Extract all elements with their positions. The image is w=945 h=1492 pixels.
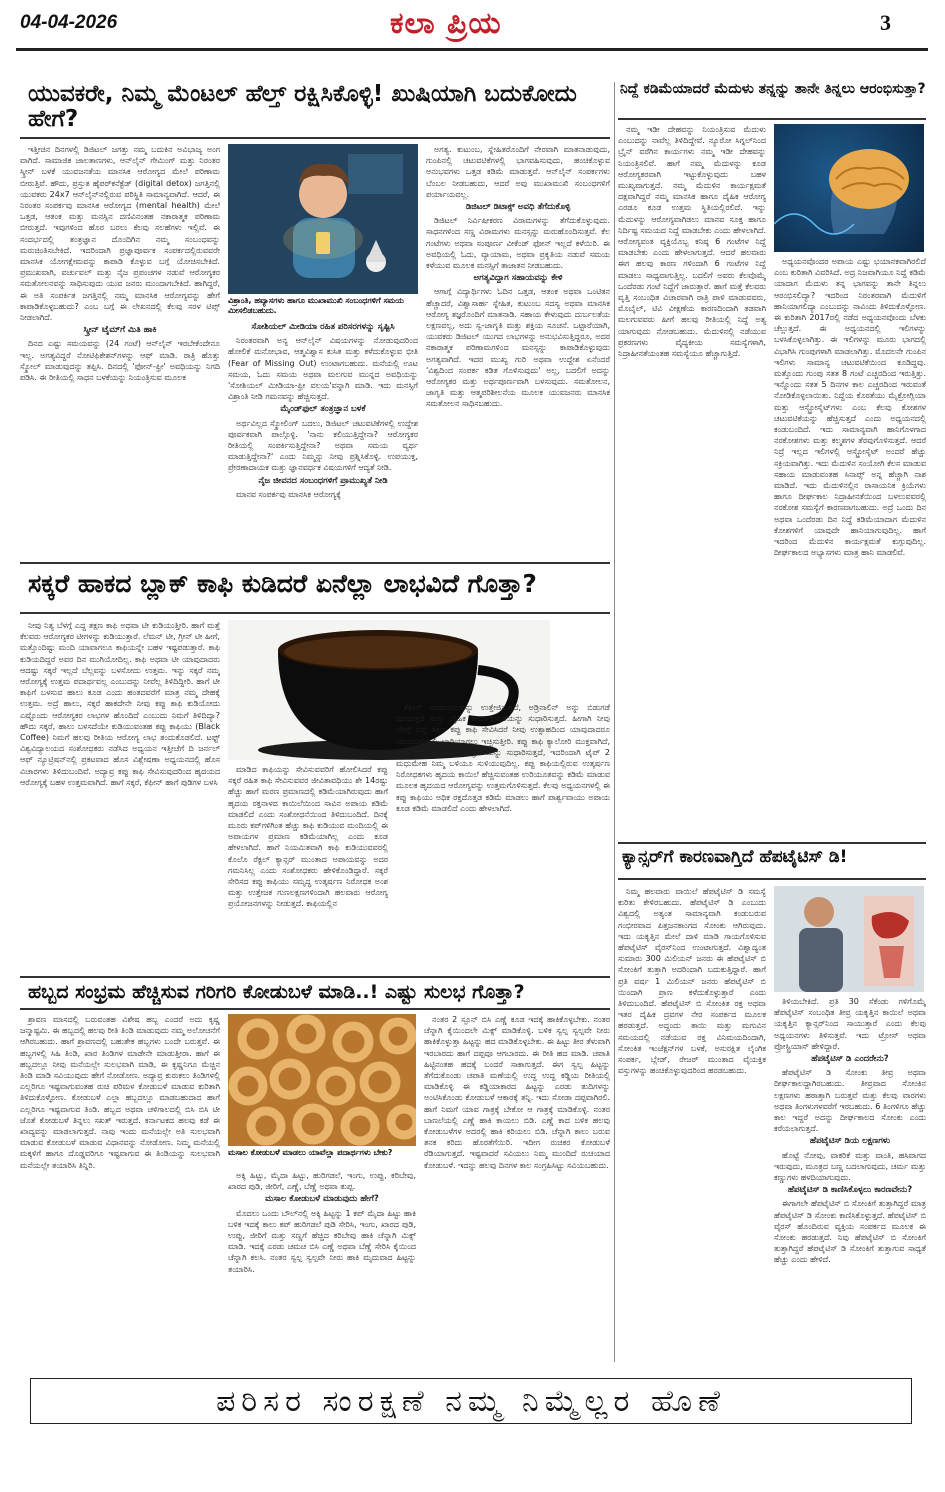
environment-slogan-banner: ಪರಿಸರ ಸಂರಕ್ಷಣೆ ನಮ್ಮ ನಿಮ್ಮೆಲ್ಲರ ಹೊಣೆ [30, 1378, 912, 1424]
headline-rule [20, 137, 610, 139]
headline-rule [20, 612, 610, 614]
black-coffee-col1: ನೀವು ನಿತ್ಯ ಬೆಳಗ್ಗೆ ಎದ್ದ ತಕ್ಷಣ ಕಾಫಿ ಅಥವಾ ಟೀ ಕುಡಿಯುತ್ತೀರಿ. ಹಾಗೆ ಮತ್ತೆ ಕೆಲವರು ಆರೋಗ್ಯಕರ ಟೀಗಳನ್ನು ಕುಡಿಯುತ್ತಾರೆ. ಲೆಮನ್ ಟೀ, ಗ್ರೀನ್ ಟೀ ಹೀಗೆ, ಮತ್ತೊಂದಿಷ್ಟು ಮಂದಿ ಯಾವಾಗಲೂ ಕಾಫಿಯನ್ನೇ ಬಹಳ ಇಷ್ಟಪಡುತ್ತಾರೆ. ಕಾಫಿ ಕುಡಿಯದಿದ್ದರೆ ಅವರ ದಿನ ಮುಗಿಯೋದಿಲ್ಲ. ಕಾಫಿ ಅಥವಾ ಟೀ ಯಾವುದಾದರು ಆದಷ್ಟು ಸಕ್ಕರೆ ಇಲ್ಲದೆ ಬೆಲ್ಲವನ್ನು ಬಳಸೋದು ಉತ್ತಮ. ಇನ್ನು ಸಕ್ಕರೆ ನಮ್ಮ ಆರೋಗ್ಯಕ್ಕೆ ಉತ್ತಮ ಪದಾರ್ಥವಲ್ಲ ಎಂಬುದನ್ನು ನೀವೆಲ್ಲ ತಿಳಿದಿದ್ದೀರಿ. ಹಾಗೆ ಟೀ ಕಾಫಿಗೆ ಬಳಸುವ ಹಾಲು ಕೂಡ ಎಂದು ಹಂತದವರೆಗೆ ಮಾತ್ರ ನಮ್ಮ ದೇಹಕ್ಕೆ ಉತ್ತಮ. ಅದ್ರೆ ಹಾಲು, ಸಕ್ಕರೆ ಹಾಕದೇನೇ ನೀವು ಕಪ್ಪು ಕಾಫಿ ಕುಡಿಯೋದು ಎಷ್ಟೊಂದು ಆರೋಗ್ಯಕರ ಲಾಭಗಳ ಹೊಂದಿದೆ ಎಂಬುದು ನಿಮಗೆ ತಿಳಿದಿದ್ಯಾ? ಹೌದು ಸಕ್ಕರೆ, ಹಾಲು ಬಳಸದೆಯೇ ಕುಡಿಯುವಂತಹ ಕಪ್ಪು ಕಾಫಿಯು (Black Coffee) ನಿಮಗೆ ಹಲವು ರೀತಿಯ ಆರೋಗ್ಯ ಲಾಭ ತಂದುಕೊಡಲಿದೆ. ಟಫ್ಟ್ ವಿಶ್ವವಿದ್ಯಾಲಯದ ಸಂಶೋಧಕರು ನಡೆಸಿದ ಅಧ್ಯಯನ ಇತ್ತೀಚೆಗೆ ದಿ ಜರ್ನಲ್ ಆಫ್ ನ್ಯೂಟ್ರಿಷನ್‌ನಲ್ಲಿ ಪ್ರಕಟವಾದ ಹೊಸ ವಿಶ್ಲೇಷಣಾ ಅಧ್ಯಯನದಲ್ಲಿ ಹೊಸ ವಿಚಾರಗಳು ತಿಳಿದುಬಂದಿವೆ. ಅದ್ಯಾವ್ರ ಕಪ್ಪು ಕಾಫಿ ಸೇವಿಸುವುದರಿಂದ ಹೃದಯದ ಆರೋಗ್ಯಕ್ಕೆ ಬಹಳ ಉತ್ತಮವಾಗಿದೆ. ಹಾಗೆ ಸಕ್ಕರೆ, ಕೆಫೀನ್ ಹಾಗೆ ಪುಡಿಗಳ ಬಳಸಿ [20, 621, 220, 787]
sleep-brain-col1: ನಮ್ಮ ಇಡೀ ದೇಹವನ್ನು ನಿಯಂತ್ರಿಸುವ ಮೆದುಳು ಎಂಬುದನ್ನು ನಾವೆಲ್ಲ ತಿಳಿದಿದ್ದೇವೆ. ನ್ಯೂರೋ ಸಿಗ್ನಲ್‌ನಿಂದ ಬ್ರೈನ್ ವರೆಗಿನ ಕಾರ್ಯಗಳು ನಮ್ಮ ಇಡೀ ದೇಹವನ್ನು ನಿಯಂತ್ರಿಸಲಿವೆ. ಹಾಗೆ ನಮ್ಮ ಮೆದುಳನ್ನು ಕೂಡ ಆರೋಗ್ಯಕರವಾಗಿ ಇಟ್ಟುಕೊಳ್ಳುವುದು ಬಹಳ ಮುಖ್ಯವಾಗುತ್ತದೆ. ನಮ್ಮ ಮೆದುಳಿನ ಕಾರ್ಯಕ್ಷಮತೆ ದಕ್ಷವಾಗಿದ್ದರೆ ನಮ್ಮ ಮಾನಸಿಕ ಹಾಗೂ ದೈಹಿಕ ಆರೋಗ್ಯ ಎರಡೂ ಕೂಡ ಉತ್ತಮ ಸ್ಥಿತಿಯಲ್ಲಿರಲಿದೆ. ಇನ್ನು ಮೆದುಳನ್ನು ಆರೋಗ್ಯವಾಗಿಡಲು ಮಾನವ ಸೂಕ್ತ ಹಾಗೂ ನಿರ್ದಿಷ್ಟ ಸಮಯದ ನಿದ್ದೆ ಮಾಡಬೇಕು ಎಂದು ಹೇಳಲಾಗಿದೆ. ಆರೋಗ್ಯವಂತ ವ್ಯಕ್ತಿಯೊಬ್ಬ ಕನಿಷ್ಠ 6 ಗಂಟೆಗಳ ನಿದ್ದೆ ಮಾಡಬೇಕು ಎಂದು ಹೇಳಲಾಗುತ್ತದೆ. ಆದರೆ ಹಲವಾರು ಈಗ ಹಲವು ಕಾರಣ ಗಳಿಂದಾಗಿ 6 ಗಂಟೆಗಳ ನಿದ್ದೆ ಮಾಡಲು ಸಾಧ್ಯವಾಗುತ್ತಿಲ್ಲ. ಬದಲಿಗೆ ಅವರು ಕೆಲವೊಮ್ಮೆ ಒಂದೆರಡು ಗಂಟೆ ನಿದ್ದೆಗೆ ಜಾರುತ್ತಾರೆ. ಹಾಗೆ ಮತ್ತೆ ಕೆಲವರು ವೃತ್ತಿ ಸಂಬಂಧಿತ ವಿಚಾರವಾಗಿ ರಾತ್ರಿ ಪಾಳಿ ಮಾಡುವವರು, ಮೊಬೈಲ್, ಟಿವಿ ವೀಕ್ಷಣೆಯ ಕಾರಣದಿಂದಾಗಿ ತಡವಾಗಿ ಮಲಗುವವರು ಹೀಗೆ ಹಲವು ರೀತಿಯಲ್ಲಿ ನಿದ್ದೆ ಅತ್ಯ ಯಾಗುವುದು ನೋಡಬಹುದು. ಮೆದುಳಿನಲ್ಲಿ ನಡೆಯುವ ಪ್ರಕರಣಗಳು ವೈದ್ಯಕೀಯ ಸಮಸ್ಯೆಗಳಾಗಿ, ನಿದ್ರಾಹೀನತೆಯಂತಹ ಸಮಸ್ಯೆಯೂ ಹೆಚ್ಚಾಗುತ್ತಿದೆ. [618, 125, 766, 359]
section-rule [20, 562, 610, 564]
article-kodubale [20, 976, 610, 1368]
header-rule [16, 48, 928, 51]
column-divider [614, 82, 615, 1362]
black-coffee-col3: ಕೆಫೀನ್ ನರಮಂಡಲವನ್ನು ಉತ್ತೇಜಿಸುತ್ತದೆ, ಅಡ್ರಿನಾಲಿನ್ ಅನ್ನು ಬಿಡುಗಡೆ ಮಾಡುತ್ತದೆ ಮತ್ತು ದೈಹಿಕ ಕಾರ್ಯಕ್ಷಮತೆಯನ್ನು ಸುಧಾರಿಸುತ್ತದೆ. ಹೀಗಾಗಿ ನೀವು ಬೆಳಗ್ಗೆ ಎದ್ದ ತಕ್ಷಣ ಕಪ್ಪು ಕಾಫಿ ಸೇವಿಸಿದರೆ ನೀವು ಉತ್ಸಾಹದಿಂದ ಯಾವುದಾದರೂ ಚಟುವಟಿಕೆಯಲ್ಲಿ ಭಾಗಿಯಾಗಲು ಇಚ್ಛಿಸುತ್ತೀರಿ. ಕಪ್ಪು ಕಾಫಿ ಕ್ಯಾಲೋರಿ ಮುಕ್ತವಾಗಿದೆ, ಇದು ನಿಮ್ಮ ಚಯಾಪಚಯ ಕ್ರಿಯೆಯನ್ನು ಸುಧಾರಿಸುತ್ತದೆ, ಇದರಿಂದಾಗಿ ಟೈಪ್ 2 ಮಧುಮೇಹ ನಿಮ್ಮ ಬಳಿಯೂ ಸುಳಿಯುವುದಿಲ್ಲ. ಕಪ್ಪು ಕಾಫಿಯಲ್ಲಿರುವ ಉತ್ಕರ್ಷಣ ನಿರೋಧಕಗಳು ಹೃದಯ ಕಾಯಿಲೆ ಹೆಚ್ಚಿಸುವಂತಹ ಉರಿಯೂತವನ್ನು ಕಡಿಮೆ ಮಾಡುವ ಮೂಲಕ ಹೃದಯದ ಆರೋಗ್ಯವನ್ನು ಉತ್ತಮಗೊಳಿಸುತ್ತದೆ. ಕೆಲವು ಅಧ್ಯಯನಗಳಲ್ಲಿ ಈ ಕಪ್ಪು ಕಾಫಿಯು ಅಧಿಕ ರಕ್ತದೊತ್ತಡ ಕಡಿಮೆ ಮಾಡಲು ಹಾಗೆ ಪಾರ್ಶ್ವವಾಯು ಅಪಾಯ ಕೂಡ ಕಡಿಮೆ ಮಾಡಲಿದೆ ಎಂದು ಹೇಳಲಾಗಿದೆ. [396, 703, 610, 813]
kodubale-caption: ಮಸಾಲ ಕೋಡುಬಳೆ ಮಾಡಲು ಯಾವೆಲ್ಲಾ ಪದಾರ್ಥಗಳು ಬೇಕು? [228, 1148, 393, 1157]
liver-pain-image [774, 886, 924, 992]
newspaper-logo: ಕಲಾ ಪ್ರಿಯ [390, 6, 502, 41]
headline-rule [20, 1008, 610, 1010]
mental-health-col2: ಸೋಶಿಯಲ್ ಮೀಡಿಯಾ ರಹಿತ ಪರಿಸರಗಳನ್ನು ಸೃಷ್ಟಿಸಿ ನಿರಂತರವಾಗಿ ಅನ್ಯ ಆನ್‌ಲೈನ್ ವಿಷಯಗಳನ್ನು ನೋಡುವುದರಿಂದ ಹೋಲಿಕೆ ಮನೋಭಾವ, ಆತ್ಮವಿಶ್ವಾಸ ಕುಸಿತ ಮತ್ತು ಕಳೆದುಕೊಳ್ಳುವ ಭೀತಿ (Fear of Missing Out) ಉಂಟಾಗಬಹುದು. ಮನೆಯಲ್ಲಿ ಊಟ ಸಮಯ, ಓದು ಸಮಯ ಅಥವಾ ಮಲಗುವ ಮುನ್ನದ ಅವಧಿಯನ್ನು 'ಸೋಶಿಯಲ್ ಮೀಡಿಯಾ-ಫ್ರೀ ವಲಯ'ವನ್ನಾಗಿ ಮಾಡಿ. ಇದು ಮನಸ್ಸಿಗೆ ವಿಶ್ರಾಂತಿ ನೀಡಿ ಗಮನವನ್ನು ಹೆಚ್ಚಿಸುತ್ತದೆ. ಮೈಂಡ್‌ಫುಲ್ ತಂತ್ರಜ್ಞಾನ ಬಳಕೆ ಅರ್ಥವಿಲ್ಲದ ಸ್ಕ್ರೋಲಿಂಗ್ ಬದಲು, ಡಿಜಿಟಲ್ ಚಟುವಟಿಕೆಗಳಲ್ಲಿ ಉದ್ದೇಶ ಪೂರ್ವಕವಾಗಿ ಪಾಲ್ಗೊಳ್ಳಿ. 'ನಾನು ಕಲಿಯುತ್ತಿದ್ದೇನಾ? ಆರೋಗ್ಯಕರ ರೀತಿಯಲ್ಲಿ ಸಂಪರ್ಕಿಸುತ್ತಿದ್ದೇನಾ? ಅಥವಾ ಸಮಯ ವ್ಯರ್ಥ ಮಾಡುತ್ತಿದ್ದೇನಾ?' ಎಂದು ನಿಮ್ಮನ್ನು ನೀವು ಪ್ರಶ್ನಿಸಿಕೊಳ್ಳಿ. ಉಪಯುಕ್ತ, ಪ್ರೇರಣಾದಾಯಕ ಮತ್ತು ಜ್ಞಾನವರ್ಧಕ ವಿಷಯಗಳಿಗೆ ಆದ್ಯತೆ ನೀಡಿ. ನೈಜ ಜೀವನದ ಸಂಬಂಧಗಳಿಗೆ ಪ್ರಾಮುಖ್ಯತೆ ನೀಡಿ ಮಾನವ ಸಂಪರ್ಕವು ಮಾನಸಿಕ ಆರೋಗ್ಯಕ್ಕೆ [228, 322, 418, 499]
headline-mental-health: ಯುವಕರೇ, ನಿಮ್ಮ ಮೆಂಟಲ್ ಹೆಲ್ತ್ ರಕ್ಷಿಸಿಕೊಳ್ಳಿ! ಖುಷಿಯಾಗಿ ಬದುಕೋದು ಹೇಗೆ? [28, 81, 577, 133]
mental-health-col1: ಇತ್ತೀಚಿನ ದಿನಗಳಲ್ಲಿ ಡಿಜಿಟಲ್ ಜಗತ್ತು ನಮ್ಮ ಬದುಕಿನ ಅವಿಭಾಜ್ಯ ಅಂಗ ವಾಗಿದೆ. ಸಾಮಾಜಿಕ ಜಾಲತಾಣಗಳು, ಆನ್‌ಲೈನ್ ಗೇಮಿಂಗ್ ಮತ್ತು ನಿರಂತರ ಸ್ಕ್ರೀನ್ ಬಳಕೆ ಯುವಜನತೆಯ ಮಾನಸಿಕ ಆರೋಗ್ಯದ ಮೇಲೆ ಪರಿಣಾಮ ಬೀರುತ್ತಿವೆ. ಹೌದು, ಪ್ರಸ್ತುತ ಹೈಪರ್‌ಕನೆಕ್ಟೆಡ್ (digital detox) ಜಗತ್ತಿನಲ್ಲಿ ಯುವಕರು 24x7 ಆನ್‌ಲೈನ್‌ನಲ್ಲಿರುವ ಪರಿಸ್ಥಿತಿ ಸಾಮಾನ್ಯವಾಗಿದೆ. ಆದರೆ, ಈ ನಿರಂತರ ಸಂಪರ್ಕವು ಮಾನಸಿಕ ಆರೋಗ್ಯದ (mental health) ಮೇಲೆ ಒತ್ತಡ, ಆತಂಕ ಮತ್ತು ಮನಸ್ಸಿನ ದಣಿವಿನಂತಹ ನಕಾರಾತ್ಮಕ ಪರಿಣಾಮ ಬೀರುತ್ತದೆ. ಇವುಗಳಿಂದ ಹೊರ ಬರಲು ಕೆಲವು ಸಲಹೆಗಳು ಇಲ್ಲಿವೆ. ಈ ಸಂದರ್ಭದಲ್ಲಿ ತಂತ್ರಜ್ಞಾನ ದೊಂದಿಗಿನ ನಮ್ಮ ಸಂಬಂಧವನ್ನು ಮರುಚಿಂತಿಸಬೇಕಿದೆ. ಇದರಿಂದಾಗಿ ಪ್ರಜ್ಞಾಪೂರ್ವಕ ಸಂಪರ್ಕದಲ್ಲಿರುವವರೇ ಮಾನಸಿಕ ಯೋಗಕ್ಷೇಮವನ್ನು ಕಾಪಾಡಿ ಕೊಳ್ಳುವ ಬಗ್ಗೆ ಯೋಚಿಸಬೇಕಿದೆ. ಪ್ರಮುಖವಾಗಿ, ವರ್ಚುವಲ್ ಮತ್ತು ನೈಜ ಪ್ರಪಂಚಗಳ ನಡುವೆ ಆರೋಗ್ಯಕರ ಸಮತೋಲನವನ್ನು ಸಾಧಿಸುವುದು ಯುವ ಜನರು ಮುಂದಾಗಬೇಕಿದೆ. ಹಾಗಿದ್ದರೆ, ಈ ಅತಿ ಸಂಪರ್ಕಿತ ಜಗತ್ತಿನಲ್ಲಿ ನಮ್ಮ ಮಾನಸಿಕ ಆರೋಗ್ಯವನ್ನು ಹೇಗೆ ಕಾಪಾಡಿಕೊಳ್ಳಬಹುದು? ಎಂಬ ಬಗ್ಗೆ ಈ ಲೇಖನದಲ್ಲಿ ಕೆಲವು ಸರಳ ಟಿಪ್ಸ್ ನೀಡಲಾಗಿದೆ. ಸ್ಕ್ರೀನ್ ಟೈಮ್‌ಗೆ ಮಿತಿ ಹಾಕಿ ದಿನದ ಎಷ್ಟು ಸಮಯವನ್ನು (24 ಗಂಟೆ) ಆನ್‌ಲೈನ್ ಇರಬೇಕೆಂದೇನೂ ಇಲ್ಲ. ಅಗತ್ಯವಿದ್ದರೆ ನೋಟಿಫಿಕೇಶನ್‌ಗಳನ್ನು ಆಫ್ ಮಾಡಿ. ರಾತ್ರಿ ಹೊತ್ತು ಸ್ಕ್ರೋಲ್ ಮಾಡುವುದನ್ನು ತಪ್ಪಿಸಿ. ದಿನದಲ್ಲಿ 'ಫೋನ್-ಫ್ರೀ' ಅವಧಿಯನ್ನು ನಿಗದಿ ಪಡಿಸಿ. ಈ ರೀತಿಯಲ್ಲಿ ಸಾಧನ ಬಳಕೆಯನ್ನು ನಿಯಂತ್ರಿಸುವ ಮೂಲಕ [20, 145, 220, 383]
mental-health-image [228, 144, 418, 294]
mental-health-caption: ವಿಶ್ರಾಂತಿ, ಹವ್ಯಾಸಗಳು ಹಾಗೂ ಮುಖಾಮುಖಿ ಸಂಬಂಧಗಳಿಗೆ ಸಮಯ ಮೀಸಲಿಡಬಹುದು. [228, 296, 404, 315]
section-rule [20, 976, 610, 978]
mental-health-col3: ಅಗತ್ಯ. ಕುಟುಂಬ, ಸ್ನೇಹಿತರೊಂದಿಗೆ ನೇರವಾಗಿ ಮಾತನಾಡುವುದು, ಗುಂಪಿನಲ್ಲಿ ಚಟುವಟಿಕೆಗಳಲ್ಲಿ ಭಾಗವಹಿಸುವುದು, ಹಂಚಿಕೊಳ್ಳುವ ಅನುಭವಗಳು ಒತ್ತಡ ಕಡಿಮೆ ಮಾಡುತ್ತವೆ. ಆನ್‌ಲೈನ್ ಸಂಪರ್ಕಗಳು ಬೆಂಬಲ ನೀಡಬಹುದು, ಆದರೆ ಅವು ಮುಖಾಮುಖಿ ಸಂಬಂಧಗಳಿಗೆ ಪರ್ಯಾಯವಲ್ಲ. ಡಿಜಿಟಲ್ ಡಿಟಾಕ್ಸ್ ಅವಧಿ ತೆಗೆದುಕೊಳ್ಳಿ ಡಿಜಿಟಲ್ ನಿರ್ವಿಷೀಕರಣ ವಿರಾಮಗಳನ್ನು ತೆಗೆದುಕೊಳ್ಳುವುದು. ಸಾಧನಗಳಿಂದ ಸಣ್ಣ ವಿರಾಮಗಳು ಮನಸ್ಸನ್ನು ಮರುಹೊಂದಿಸುತ್ತವೆ. ಕೆಲ ಗಂಟೆಗಳು ಅಥವಾ ಸಂಪೂರ್ಣ ವೀಕೆಂಡ್ ಫೋನ್ ಇಲ್ಲದೆ ಕಳೆಯಿರಿ. ಈ ಅವಧಿಯಲ್ಲಿ ಓದು, ವ್ಯಾಯಾಮ, ಅಥವಾ ಪ್ರಕೃತಿಯ ನಡುವೆ ಸಮಯ ಕಳೆಯುವ ಮೂಲಕ ಮನಸ್ಸಿಗೆ ತಾಜಾತನ ನೀಡಬಹುದು. ಅಗತ್ಯವಿದ್ದಾಗ ಸಹಾಯವನ್ನು ಕೇಳಿ ಆಗಾಗ್ಗೆ ವಿದ್ಯಾರ್ಥಿಗಳು ಓದಿನ ಒತ್ತಡ, ಆತಂಕ ಅಥವಾ ಒಂಟಿತನ ಹೆಚ್ಚಾದರೆ, ವಿಶ್ವಾಸಾರ್ಹ ಸ್ನೇಹಿತ, ಕುಟುಂಬ ಸದಸ್ಯ ಅಥವಾ ಮಾನಸಿಕ ಆರೋಗ್ಯ ತಜ್ಞರೊಂದಿಗೆ ಮಾತನಾಡಿ. ಸಹಾಯ ಕೇಳುವುದು ದುರ್ಬಲತೆಯ ಲಕ್ಷಣವಲ್ಲ, ಅದು ಸ್ವ-ಜಾಗೃತಿ ಮತ್ತು ಶಕ್ತಿಯ ಸೂಚನೆ. ಒಟ್ಟಾರೆಯಾಗಿ, ಯುವಕರು ಡಿಜಿಟಲ್ ಯುಗದ ಲಾಭಗಳನ್ನು ಅನುಭವಿಸುತ್ತಿದ್ದರೂ, ಅದರ ನಕಾರಾತ್ಮಕ ಪರಿಣಾಮಗಳಿಂದ ಮನಸ್ಸನ್ನು ಕಾಪಾಡಿಕೊಳ್ಳುವುದು ಅಗತ್ಯವಾಗಿದೆ. ಇದರ ಮುಖ್ಯ ಗುರಿ ಅಥವಾ ಉದ್ದೇಶ ಏನೆಂದರೆ 'ವಿಶ್ವದಿಂದ ಸಂಪರ್ಕ ಕಡಿತ ಗೊಳಿಸುವುದು' ಅಲ್ಲ, ಬದಲಿಗೆ ಅದನ್ನು ಆರೋಗ್ಯಕರ ಮತ್ತು ಅರ್ಥಪೂರ್ಣವಾಗಿ ಬಳಸುವುದು. ಸಮತೋಲನ, ಜಾಗೃತಿ ಮತ್ತು ಆತ್ಮಪರಿಶೀಲನೆಯ ಮೂಲಕ ಯುವಜನರು ಮಾನಸಿಕ ಸಮತೋಲನ ಸಾಧಿಸಬಹುದು. [426, 145, 610, 409]
section-rule [618, 842, 926, 844]
kodubale-col3: ನಂತರ 2 ಸ್ಪೂನ್ ಬಿಸಿ ಎಣ್ಣೆ ಕೂಡ ಇದಕ್ಕೆ ಹಾಕಿಕೊಳ್ಳಬೇಕು. ನಂತರ ಚೆನ್ನಾಗಿ ಕೈಯಿಂದಲೇ ಮಿಕ್ಸ್ ಮಾಡಿಕೊಳ್ಳಿ. ಬಳಿಕ ಸ್ವಲ್ಪ ಸ್ವಲ್ಪವೇ ನೀರು ಹಾಕಿಕೊಳ್ಳುತ್ತಾ ಹಿಟ್ಟನ್ನು ಹದ ಮಾಡಿಕೊಳ್ಳಬೇಕು. ಈ ಹಿಟ್ಟು ತೀರ ತೆಳುವಾಗಿ ಇರಬಾರದು ಹಾಗೆ ದಪ್ಪವೂ ಆಗಬಾರದು. ಈ ರೀತಿ ಹದ ಮಾಡಿ. ಚಪಾತಿ ಹಿಟ್ಟಿನಂತಹ ಹದಕ್ಕೆ ಬಂದರೆ ಸಾಕಾಗುತ್ತದೆ. ಈಗ ಸ್ವಲ್ಪ ಹಿಟ್ಟನ್ನು ತೆಗೆದುಕೊಂಡು ಚಪಾತಿ ಮಣೆಯಲ್ಲಿ ಉದ್ದ ಉದ್ದ ಕಡ್ಡಿಯ ರೀತಿಯಲ್ಲಿ ಮಾಡಿಕೊಳ್ಳಿ ಈ ಕಡ್ಡಿಯಾಕಾರದ ಹಿಟ್ಟನ್ನು ಎರಡು ತುದಿಗಳನ್ನು ಅಂಟಿಸಿಕೊಂಡು ಕೋಡುಬಳೆ ಆಕಾರಕ್ಕೆ ತನ್ನಿ. ಇದು ಸೋಡಾ ದಪ್ಪವಾಗಿರಲಿ. ಹಾಗೆ ನಿಮಗೆ ಯಾವ ಗಾತ್ರಕ್ಕೆ ಬೇಕೋ ಆ ಗಾತ್ರಕ್ಕೆ ಮಾಡಿಕೊಳ್ಳಿ. ನಂತರ ಬಾಣಲೆಯಲ್ಲಿ ಎಣ್ಣೆ ಹಾಕಿ ಕಾಯಲು ಬಿಡಿ. ಎಣ್ಣೆ ಕಾದ ಬಳಿಕ ಹಲವು ಕೋಡುಬಳೆಗಳ ಅದರಲ್ಲಿ ಹಾಕಿ ಕರಿಯಲು ಬಿಡಿ. ಚೆನ್ನಾಗಿ ಕಾಲು ಬರುವ ತನಕ ಕರಿದು ಹೊರತೆಗೆಯಿರಿ. ಇದೀಗ ರುಚಿಕರ ಕೋಡುಬಳೆ ರೆಡಿಯಾಗುತ್ತದೆ. ಇಷ್ಟವಾದರೆ ಸವಿಯಲು ನಿಮ್ಮ ಮುಂದಿದೆ ರುಚಿಯಾದ ಕೋಡುಬಳೆ. ಇದನ್ನು ಹಲವು ದಿನಗಳ ಕಾಲ ಸಂಗ್ರಹಿಸಿಟ್ಟು ಸವಿಯಬಹುದು. [424, 1015, 610, 1170]
sleep-brain-col2: ಅಧ್ಯಯನವೊಂದರ ಅಪಾಯ ಎಷ್ಟು ಭಯಾನಕವಾಗಿರಲಿದೆ ಎಂಬ ಕುರಿತಾಗಿ ವಿವರಿಸಿದೆ. ಅದ್ರ ನಿಜವಾಗಿಯೂ ನಿದ್ದೆ ಕಡಿಮೆ ಯಾದಾಗ ಮೆದುಳು ತನ್ನ ಭಾಗವನ್ನು ತಾನೇ ತಿನ್ನಲು ಆರಂಭಿಸಲಿದ್ಯಾ? ಇದರಿಂದ ನಿರಂತರವಾಗಿ ಮೆದುಳಿಗೆ ಹಾನಿಯಾಗಲಿದ್ಯಾ ಎಂಬುದನ್ನು ನಾವಿಂದು ತಿಳಿದುಕೊಳ್ಳೋಣ. ಈ ಕುರಿತಾಗಿ 2017ರಲ್ಲಿ ನಡೆದ ಅಧ್ಯಯನವೊಂದು ಬೆಳಕು ಚೆಲ್ಲುತ್ತದೆ. ಈ ಅಧ್ಯಯನದಲ್ಲಿ ಇಲಿಗಳನ್ನು ಬಳಸಿಕೊಳ್ಳಲಾಗಿತ್ತು. ಈ ಇಲಿಗಳನ್ನು ಮೂರು ಭಾಗದಲ್ಲಿ ವಿಭಾಗಿಸಿ ಗುಂಪುಗಳಾಗಿ ಮಾಡಲಾಗಿತ್ತು. ಮೊದಲನೇ ಗುಂಪಿನ ಇಲಿಗಳು ಸಾಮಾನ್ಯ ಚಟುವಟಿಕೆಯಿಂದ ಕೂಡಿದ್ದವು. ಮತ್ತೊಂದು ಗುಂಪು ಸತತ 8 ಗಂಟೆ ಎಚ್ಚರದಿಂದ ಇರುತ್ತಿತ್ತು. ಇನ್ನೊಂದು ಸತತ 5 ದಿನಗಳ ಕಾಲ ಎಚ್ಚರದಿಂದ ಇರುವಂತೆ ನೋಡಿಕೊಳ್ಳಲಾಯಿತು. ನಿದ್ದೆಯ ಕೊರತೆಯು ಮೈಕ್ರೋಗ್ಲಿಯಾ ಮತ್ತು ಆಸ್ಟ್ರೋಸೈಟ್‌ಗಳು ಎಂಬ ಕೆಲವು ಕೋಶಗಳ ಚಟುವಟಿಕೆಯನ್ನು ಹೆಚ್ಚಿಸುತ್ತದೆ ಎಂದು ಅಧ್ಯಯನದಲ್ಲಿ ಕಂಡುಬಂದಿದೆ. ಇದು ಸಾಮಾನ್ಯವಾಗಿ ಹಾನಿಗೊಳಗಾದ ನರಕೋಶಗಳು ಮತ್ತು ಕಲ್ಮಶಗಳ ತೆರವುಗೊಳಿಸುತ್ತದೆ. ಆದರೆ ನಿದ್ರೆ ಇಲ್ಲದ ಇಲಿಗಳಲ್ಲಿ ಆಸ್ಟ್ರೋಸೈಟ್ ಅಂದರೆ ಹೆಚ್ಚು ಸಕ್ರಿಯವಾಗಿತ್ತು. ಇದು ಮೆದುಳಿನ ಸಂಯೋಗಿ ಕೆಲಸ ಮಾಡುವ ಸಹಾಯ ಮಾಡುವಂತಹ ಸಿನಾಪ್ಸ್ ಅನ್ನ ಹೆಚ್ಚಾಗಿ ನಾಶ ಮಾಡಿದೆ. ಇದು ಮೆದುಳಿನಲ್ಲಿನ ರಾಸಾಯನಿಕ ಕ್ರಿಯೆಗಳು ಹಾಗೂ ದೀರ್ಘಕಾಲ ನಿದ್ರಾಹೀನತೆಯಿಂದ ಬಳಲುವವರಲ್ಲಿ ನರಕೋಶ ಸಮಸ್ಯೆಗೆ ಕಾರಣವಾಗಬಹುದು. ಅದ್ರೆ ಒಂದು ದಿನ ಅಥವಾ ಒಂದೆರಡು ದಿನ ನಿದ್ದೆ ಕಡಿಮೆಯಾದಾಗ ಮೆದುಳಿನ ಕೋಶಗಳಿಗೆ ಯಾವುದೇ ಹಾನಿಯಾಗುವುದಿಲ್ಲ. ಹಾಗೆ ಇದರಿಂದ ಮೆದುಳಿನ ಕಾರ್ಯಕ್ಷಮತೆ ಕುಗ್ಗುವುದಿಲ್ಲ. ದೀರ್ಘಕಾಲದ ಅಭ್ಯಾಸಗಳು ಮಾತ್ರ ಹಾನಿ ಮಾಡಲಿವೆ. [774, 257, 926, 558]
headline-hepatitis: ಕ್ಯಾನ್ಸರ್‌ಗೆ ಕಾರಣವಾಗ್ತಿದೆ ಹೆಪಟೈಟಿಸ್ ಡಿ! [622, 847, 848, 867]
kodubale-snack-illustration [228, 1014, 416, 1146]
headline-sleep-brain: ನಿದ್ದೆ ಕಡಿಮೆಯಾದರೆ ಮೆದುಳು ತನ್ನನ್ನು ತಾನೇ ತಿನ್ನಲು ಆರಂಭಿಸುತ್ತಾ? [620, 81, 926, 97]
article-hepatitis [618, 842, 926, 1362]
headline-rule [618, 878, 926, 880]
young-man-phone-illustration [228, 144, 418, 294]
issue-date: 04-04-2026 [20, 12, 118, 33]
article-sleep-brain [618, 82, 926, 954]
glowing-brain-illustration [774, 124, 924, 252]
kodubale-image [228, 1014, 416, 1146]
hepatitis-col2: ತಿಳಿಯಬೇಕಿದೆ. ಪ್ರತಿ 30 ಸೆಕೆಂಡು ಗಳಿಗೊಮ್ಮೆ ಹೆಪಟೈಟಿಸ್ ಸಂಬಂಧಿತ ತೀವ್ರ ಯಕೃತ್ತಿನ ಕಾಯಿಲೆ ಅಥವಾ ಯಕೃತ್ತಿನ ಕ್ಯಾನ್ಸರ್‌ನಿಂದ ಸಾಯುತ್ತಾರೆ ಎಂದು ಕೆಲವು ಅಧ್ಯಯನಗಳು ತಿಳಿಸುತ್ತವೆ. ಇದು ಟ್ರೋಸ್ ಅಥವಾ ಪ್ರೋಸ್ಟ್ರಿಯಾಸ್ ಹೇಳಿದ್ದಾರೆ. ಹೆಪಟೈಟಿಸ್ ಡಿ ಎಂದರೇನು? ಹೆಪಟೈಟಿಸ್ ಡಿ ಸೋಂಕು ತೀವ್ರ ಅಥವಾ ದೀರ್ಘಕಾಲದ್ದಾಗಿರಬಹುದು. ತೀವ್ರವಾದ ಸೋಂಕಿನ ಲಕ್ಷಣಗಳು ಹಠಾತ್ತಾಗಿ ಬರುತ್ತವೆ ಮತ್ತು ಕೆಲವು ವಾರಗಳು ಅಥವಾ ತಿಂಗಳುಗಳವರೆಗೆ ಇರಬಹುದು. 6 ತಿಂಗಳಿಗೂ ಹೆಚ್ಚು ಕಾಲ ಇದ್ದರೆ ಅದನ್ನು ದೀರ್ಘಕಾಲದ ಸೋಂಕು ಎಂದು ಕರೆಯಲಾಗುತ್ತದೆ. ಹೆಪಟೈಟಿಸ್ ಡಿಯ ಲಕ್ಷಣಗಳು ಹೊಟ್ಟೆ ನೋವು, ವಾಕರಿಕೆ ಮತ್ತು ವಾಂತಿ, ಹಸಿವಾಗದ ಇರುವುದು, ಮೂತ್ರದ ಬಣ್ಣ ಬದಲಾಗುವುದು, ಚರ್ಮ ಮತ್ತು ಕಣ್ಣುಗಳು ಹಳದಿಯಾಗುವುದು. ಹೆಪಟೈಟಿಸ್ ಡಿ ಕಾಣಿಸಿಕೊಳ್ಳಲು ಕಾರಣವೇನು? ಈಗಾಗಲೇ ಹೆಪಟೈಟಿಸ್ ಬಿ ಸೋಂಕಿಗೆ ತುತ್ತಾಗಿದ್ದರೆ ಮಾತ್ರ ಹೆಪಟೈಟಿಸ್ ಡಿ ಸೋಂಕು ಕಾಣಿಸಿಕೊಳ್ಳುತ್ತದೆ. ಹೆಪಟೈಟಿಸ್ ಬಿ ವೈರಸ್ ಹೊಂದಿರುವ ವ್ಯಕ್ತಿಯ ಸಂಪರ್ಕದ ಮೂಲಕ ಈ ಸೋಂಕು ಹರಡುತ್ತದೆ. ನಿವು ಹೆಪಟೈಟಿಸ್ ಬಿ ಸೋಂಕಿಗೆ ತುತ್ತಾಗಿದ್ದರೆ ಹೆಪಟೈಟಿಸ್ ಡಿ ಸೋಂಕಿಗೆ ತುತ್ತಾಗುವ ಸಾಧ್ಯತೆ ಹೆಚ್ಚು ಎಂದು ಹೇಳಿದೆ. [774, 997, 926, 1265]
hepatitis-col1: ನಿಮ್ಮ ಹಲವಾರು ವಾಯಿಲೆ ಹೆಪಟೈಟಿಸ್ ಡಿ ಸಮಸ್ಯೆ ಕುರಿತು ಕೇಳಿರಬಹುದು. ಹೆಪಟೈಟಿಸ್ ಡಿ ಎಂಬುದು ವಿಶ್ವದಲ್ಲಿ ಅತ್ಯಂತ ಸಾಮಾನ್ಯವಾಗಿ ಕಂಡುಬರುವ ಗಂಭೀರವಾದ ಪಿತ್ತಜನಕಾಂಗದ ಸೋಂಕು ಆಗಿರುವುದು. ಇದು ಯಕೃತ್ತಿನ ಮೇಲೆ ದಾಳಿ ಮಾಡಿ ಗಾಯಗೊಳಿಸುವ ಹೆಪಟೈಟಿಸ್ ವೈರಸ್‌ನಿಂದ ಉಂಟಾಗುತ್ತದೆ. ವಿಶ್ವಾದ್ಯಂತ ಸುಮಾರು 300 ಮಿಲಿಯನ್ ಜನರು ಈ ಹೆಪಟೈಟಿಸ್ ಬಿ ಸೋಂಕಿಗೆ ತುತ್ತಾಗಿ ಅದರಿಂದಾಗಿ ಬದುಕುತ್ತಿದ್ದಾರೆ. ಹಾಗೆ ಪ್ರತಿ ವರ್ಷ 1 ಮಿಲಿಯನ್ ಜನರು ಹೆಪಟೈಟಿಸ್ ಬಿ ಯಿಂದಾಗಿ ಪ್ರಾಣ ಕಳೆದುಕೊಳ್ಳುತ್ತಾರೆ ಎಂದು ತಿಳಿದುಬಂದಿದೆ. ಹೆಪಟೈಟಿಸ್ ಬಿ ಸೋಂಕಿತ ರಕ್ತ ಅಥವಾ ಇತರ ದೈಹಿಕ ದ್ರವಗಳ ನೇರ ಸಂಪರ್ಕದ ಮೂಲಕ ಹರಡುತ್ತದೆ. ಅದ್ದಂದು ತಾಯಿ ಮತ್ತು ಮಗುವಿನ ಸಮಯದಲ್ಲಿ ನಡೆಯುವ ರಕ್ತ ವಿನಿಮಯದಿಂದಾಗಿ, ಸೋಂಕಿತ ಇಂಜೆಕ್ಷನ್‌ಗಳ ಬಳಕೆ, ಅಸುರಕ್ಷಿತ ಲೈಂಗಿಕ ಸಂಪರ್ಕ, ಬ್ಲೇಡ್, ರೇಜರ್ ಮುಂತಾದ ವೈಯಕ್ತಿಕ ವಸ್ತುಗಳನ್ನು ಹಂಚಿಕೊಳ್ಳುವುದರಿಂದ ಹರಡಬಹುದು. [618, 887, 766, 1076]
man-liver-pain-illustration [774, 886, 924, 992]
brain-image [774, 124, 924, 252]
page-number: 3 [880, 10, 891, 35]
article-black-coffee [20, 562, 610, 970]
headline-black-coffee: ಸಕ್ಕರೆ ಹಾಕದ ಬ್ಲಾಕ್ ಕಾಫಿ ಕುಡಿದರೆ ಏನೆಲ್ಲಾ ಲಾಭವಿದೆ ಗೊತ್ತಾ? [28, 569, 537, 598]
headline-rule [618, 118, 926, 120]
article-mental-health [20, 82, 610, 554]
kodubale-col2: ಅಕ್ಕಿ ಹಿಟ್ಟು, ಮೈದಾ ಹಿಟ್ಟು, ಹುರಿಗಡಲೆ, ಇಂಗು, ಉಪ್ಪು, ಕರಿಬೇವು, ಖಾರದ ಪುಡಿ, ಜೀರಿಗೆ, ಎಣ್ಣೆ, ಬೆಣ್ಣೆ ಅಥವಾ ತುಪ್ಪ. ಮಸಾಲ ಕೋಡುಬಳೆ ಮಾಡುವುದು ಹೇಗೆ? ಮೊದಲು ಒಂದು ಬೌಲ್‌ನಲ್ಲಿ ಅಕ್ಕಿ ಹಿಟ್ಟನ್ನು 1 ಕಪ್ ಮೈದಾ ಹಿಟ್ಟು ಹಾಕಿ ಬಳಿಕ ಇದಕ್ಕೆ ಕಾಲು ಕಪ್ ಹುರಿಗಡಲೆ ಪುಡಿ ಸೇರಿಸಿ, ಇಂಗು, ಖಾರದ ಪುಡಿ, ಉಪ್ಪು, ಜೀರಿಗೆ ಮತ್ತು ಸಣ್ಣಗೆ ಹೆಚ್ಚಿದ ಕರಿಬೇವು ಹಾಕಿ ಚೆನ್ನಾಗಿ ಮಿಕ್ಸ್ ಮಾಡಿ. ಇದಕ್ಕೆ ಎರಡು ಚಮಚ ಬಿಸಿ ಎಣ್ಣೆ ಅಥವಾ ಬೆಣ್ಣೆ ಸೇರಿಸಿ ಕೈಯಿಂದ ಚೆನ್ನಾಗಿ ಕಲಸಿ. ನಂತರ ಸ್ವಲ್ಪ ಸ್ವಲ್ಪವೇ ನೀರು ಹಾಕಿ ಮೃದುವಾದ ಹಿಟ್ಟನ್ನು ತಯಾರಿಸಿ. [228, 1171, 416, 1274]
kodubale-col1: ಶ್ರಾವಣ ಮಾಸದಲ್ಲಿ ಬರುವಂತಹ ವಿಶೇಷ ಹಬ್ಬ ಎಂದರೆ ಅದು ಕೃಷ್ಣ ಜನ್ಮಾಷ್ಟಮಿ. ಈ ಹಬ್ಬದಲ್ಲಿ ಹಲವು ರೀತಿ ತಿಂಡಿ ಮಾಡುವುದು ನಮ್ಮ ಅಲೋಚನೆಗೆ ಆಗಿರಬಹುದು. ಹಾಗೆ ಶ್ರಾವಣದಲ್ಲಿ ಬಹುತೇಕ ಹಬ್ಬಗಳು ಬಂದೇ ಬರುತ್ತವೆ. ಈ ಹಬ್ಬಗಳಲ್ಲಿ ಸಿಹಿ ತಿಂಡಿ, ಖಾರ ತಿಂಡಿಗಳ ಮಾಡೇನೇ ಮಾಡುತ್ತೀರಾ. ಹಾಗೆ ಈ ಹಬ್ಬದಲ್ಲೂ ನೀವು ಮನೆಯಲ್ಲೇ ಸುಲಭವಾಗಿ ಮಾಡಿ, ಈ ಕೃಷ್ಣನಿಗೂ ಮೆಚ್ಚಿನ ತಿಂಡಿ ಮಾಡಿ ಸವಿಯುವುದು ಹೇಗೆ ನೋಡೋಣ. ಅದ್ಯಾವ್ರ ಕುರುಕಲು ತಿಂಡಿಗಳಲ್ಲಿ ಎಲ್ಲರಿಗೂ ಇಷ್ಟವಾಗುವಂತಹ ರುಚಿ ಪರಿಮಳ ಕೋಡುಬಳೆ ಮಾಡುವ ಕುರಿತಾಗಿ ತಿಳಿದುಕೊಳ್ಳೋಣ. ಕೋಡುಬಳೆ ಎಲ್ಲಾ ಹಬ್ಬದಲ್ಲೂ ಮಾಡಬಹುದಾದ ಹಾಗೆ ಎಲ್ಲರಿಗೂ ಇಷ್ಟವಾಗುವ ತಿಂಡಿ. ಹಬ್ಬದ ಅಥವಾ ಚಳಿಗಾಲದಲ್ಲಿ ಬಿಸಿ ಬಿಸಿ ಟೀ ಜೊತೆ ಕೋಡುಬಳೆ ತಿನ್ನಲು ಸಖತ್ ಇರುತ್ತದೆ. ಕರ್ನಾಟಕದ ಹಲವು ಕಡೆ ಈ ಖಾದ್ಯವನ್ನು ಮಾಡಲಾಗುತ್ತದೆ. ನಾವು ಇಂದು ಮನೆಯಲ್ಲೇ ಅತಿ ಸುಲಭವಾಗಿ ಮಾಡುವ ಕೋಡುಬಳೆ ಮಾಡುವ ವಿಧಾನವನ್ನು ನೋಡೋಣ. ನಿಮ್ಮ ಮನೆಯಲ್ಲಿ ಮಕ್ಕಳಿಗೆ ಹಾಗೂ ದೊಡ್ಡವರಿಗೂ ಇಷ್ಟವಾಗುವ ಈ ತಿಂಡಿಯನ್ನು ಸುಲಭವಾಗಿ ಮನೆಯಲ್ಲೇ ತಯಾರಿಸಿ ತಿನ್ನಿರಿ. [20, 1015, 220, 1170]
black-coffee-col2: ಮಾಡಿದ ಕಾಫಿಯನ್ನು ಸೇವಿಸುವವರಿಗೆ ಹೋಲಿಸಿದರೆ ಕಪ್ಪು ಸಕ್ಕರೆ ರಹಿತ ಕಾಫಿ ಸೇವಿಸುವವರ ಜೀವಿತಾವಧಿಯು ಶೇ 14ರಷ್ಟು ಹೆಚ್ಚು ಹಾಗೆ ಮರಣ ಪ್ರಮಾಣದಲ್ಲಿ ಕಡಿಮೆಯಾಗಿರುವುದು ಹಾಗೆ ಹೃದಯ ರಕ್ತನಾಳದ ಕಾಯಿಲೆಯಿಂದ ಸಾವಿನ ಅಪಾಯ ಕಡಿಮೆ ಮಾಡಲಿದೆ ಎಂದು ಸಂಶೋಧನೆಯಿಂದ ತಿಳಿದುಬಂದಿದೆ. ದಿನಕ್ಕೆ ಮೂರು ಕಪ್‌ಗಳಿಗಿಂತ ಹೆಚ್ಚು ಕಾಫಿ ಕುಡಿಯುವ ಮಂದಿಯಲ್ಲಿ ಈ ಅಪಾಯಗಳ ಪ್ರಮಾಣ ಕಡಿಮೆಯಾಗಿಲ್ಲ ಎಂದು ಕೂಡ ಹೇಳಲಾಗಿದೆ. ಹಾಗೆ ನಿಯಮಿತವಾಗಿ ಕಾಫಿ ಕುಡಿಯುವವರಲ್ಲಿ ಕೊಲೊ ರೆಕ್ಟಲ್ ಕ್ಯಾನ್ಸರ್ ಮುಂತಾದ ಅಪಾಯವನ್ನು ಅದರ ಗಮನಿಸಿಲ್ಲ ಎಂದು ಸಂಶೋಧಕರು ಹೇಳಿಕೊಂಡಿದ್ದಾರೆ. ಸಕ್ಕರೆ ಸೇರಿಸದ ಕಪ್ಪು ಕಾಫಿಯು ಸಮೃದ್ಧ ಉತ್ಕರ್ಷಣ ನಿರೋಧಕ ಅಂಶ ಮತ್ತು ಉತ್ತೇಜಕ ಗುಣಲಕ್ಷಣಗಳಿಂದಾಗಿ ಹಲವಾರು ಆರೋಗ್ಯ ಪ್ರಯೋಜನಗಳನ್ನು ನೀಡುತ್ತದೆ. ಕಾಫಿಯಲ್ಲಿನ [228, 765, 388, 909]
headline-kodubale: ಹಬ್ಬದ ಸಂಭ್ರಮ ಹೆಚ್ಚಿಸುವ ಗರಿಗರಿ ಕೋಡುಬಳೆ ಮಾಡಿ..! ಎಷ್ಟು ಸುಲಭ ಗೊತ್ತಾ? [28, 981, 525, 1003]
